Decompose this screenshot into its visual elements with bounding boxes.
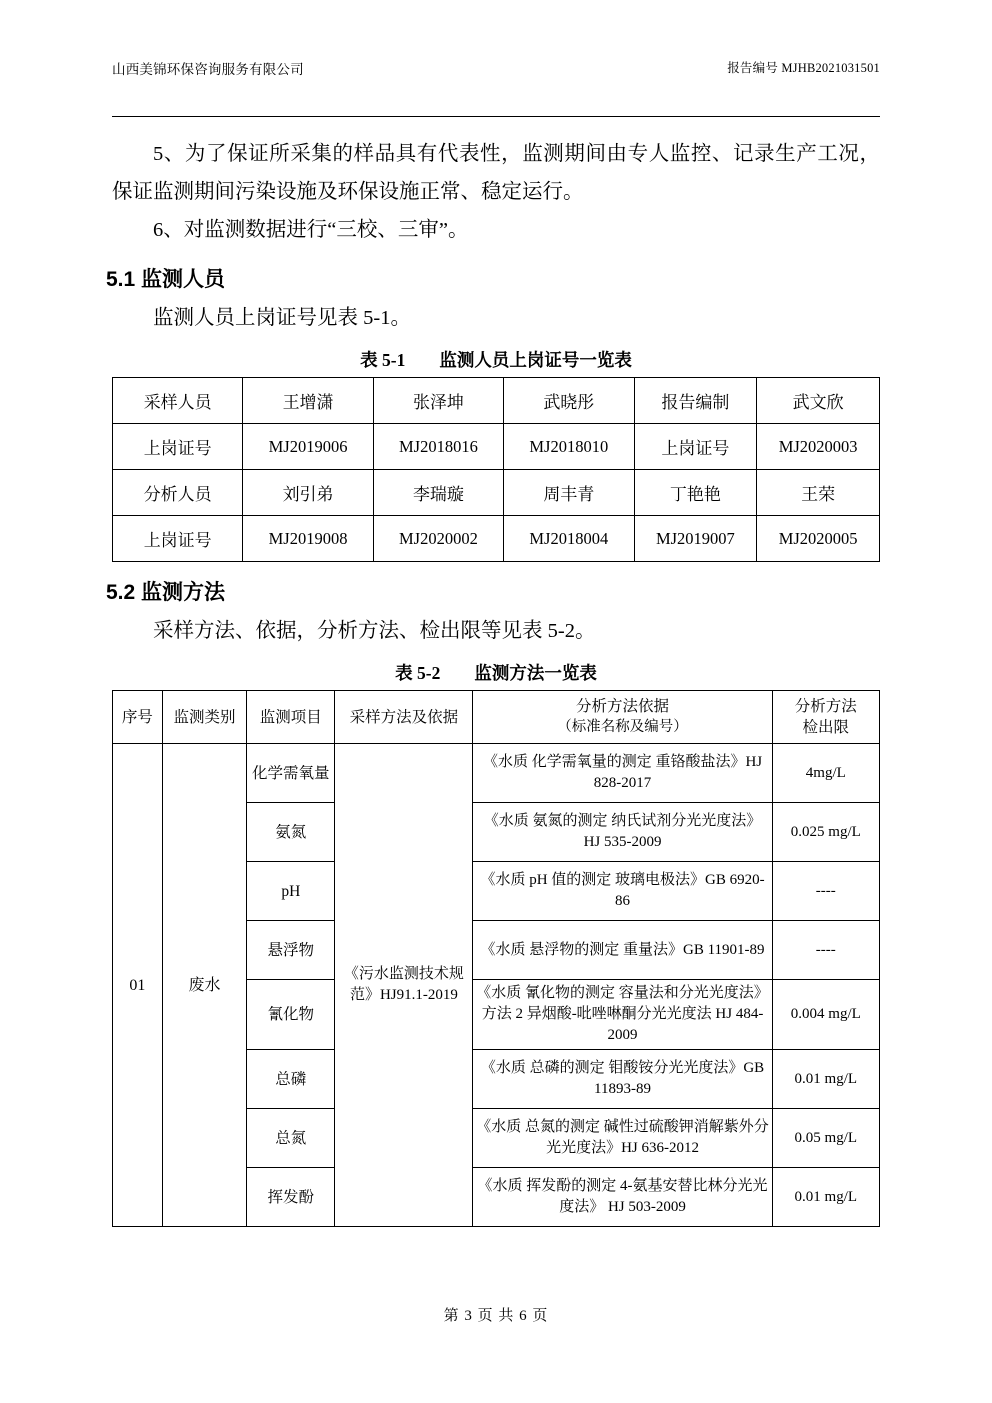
cell-r3c5: MJ2020005: [757, 516, 880, 562]
table-5-1-caption-label: 表 5-1: [360, 350, 406, 370]
paragraph-5: 5、为了保证所采集的样品具有代表性，监测期间由专人监控、记录生产工况，保证监测期间污染设施及环保设施正常、稳定运行。: [112, 143, 880, 203]
header-divider: [112, 116, 880, 117]
paragraph-5-2: 采样方法、依据，分析方法、检出限等见表 5-2。: [153, 620, 596, 642]
page-footer: 第 3 页 共 6 页: [443, 1308, 549, 1324]
cell-limit-1: 0.025 mg/L: [772, 803, 879, 862]
cell-item-7: 挥发酚: [247, 1168, 335, 1227]
header-limit-line1: 分析方法: [794, 698, 857, 715]
header-analysis: [473, 691, 772, 744]
cell-item-4: 氰化物: [247, 980, 335, 1050]
table-personnel-certificates: [112, 377, 880, 562]
paragraph-6: 6、对监测数据进行“三校、三审”。: [153, 219, 469, 241]
cell-limit-4: 0.004 mg/L: [772, 980, 879, 1050]
cell-r1c5: MJ2020003: [757, 424, 880, 470]
header-limit-line2: 检出限: [802, 719, 850, 736]
cell-analysis-0: 《水质 化学需氧量的测定 重铬酸盐法》HJ 828-2017: [473, 744, 772, 803]
cell-r1c2: MJ2018016: [373, 424, 503, 470]
cell-analysis-1: 《水质 氨氮的测定 纳氏试剂分光光度法》 HJ 535-2009: [473, 803, 772, 862]
cell-item-5: 总磷: [247, 1050, 335, 1109]
table-5-1-caption: [112, 347, 880, 372]
cell-r0c2: 张泽坤: [373, 378, 503, 424]
cell-r2c2: 李瑞璇: [373, 470, 503, 516]
cell-r3c3: MJ2018004: [504, 516, 634, 562]
cell-item-2: pH: [247, 862, 335, 921]
table-row: [113, 424, 880, 470]
cell-limit-0: 4mg/L: [772, 744, 879, 803]
cell-r3c0: 上岗证号: [113, 516, 243, 562]
table-5-2-caption-label: 表 5-2: [395, 663, 441, 683]
cell-r3c4: MJ2019007: [634, 516, 757, 562]
cell-analysis-5: 《水质 总磷的测定 钼酸铵分光光度法》GB 11893-89: [473, 1050, 772, 1109]
table-monitoring-methods: [112, 690, 880, 1227]
cell-analysis-4: 《水质 氰化物的测定 容量法和分光光度法》方法 2 异烟酸-吡唑啉酮分光光度法 HJ 484-2009: [473, 980, 772, 1050]
cell-r0c5: 武文欣: [757, 378, 880, 424]
cell-r0c4: 报告编制: [634, 378, 757, 424]
header-no: 序号: [113, 691, 163, 744]
cell-r3c2: MJ2020002: [373, 516, 503, 562]
cell-analysis-6: 《水质 总氮的测定 碱性过硫酸钾消解紫外分光光度法》HJ 636-2012: [473, 1109, 772, 1168]
cell-item-1: 氨氮: [247, 803, 335, 862]
page-header: [112, 0, 880, 110]
cell-sampling: 《污水监测技术规范》HJ91.1-2019: [335, 744, 473, 1227]
cell-limit-6: 0.05 mg/L: [772, 1109, 879, 1168]
header-analysis-line1: 分析方法依据: [576, 698, 670, 715]
cell-r0c3: 武晓彤: [504, 378, 634, 424]
header-analysis-line2: （标准名称及编号）: [557, 719, 688, 735]
cell-r1c3: MJ2018010: [504, 424, 634, 470]
header-category: 监测类别: [162, 691, 246, 744]
cell-r0c1: 王增潇: [243, 378, 373, 424]
table-row: [113, 470, 880, 516]
cell-item-0: 化学需氧量: [247, 744, 335, 803]
header-report-number: 报告编号 MJHB2021031501: [727, 61, 880, 75]
cell-r2c4: 丁艳艳: [634, 470, 757, 516]
cell-limit-7: 0.01 mg/L: [772, 1168, 879, 1227]
header-sampling: 采样方法及依据: [335, 691, 473, 744]
cell-limit-2: ----: [772, 862, 879, 921]
section-heading-5-2: 5.2 监测方法: [106, 581, 226, 604]
cell-category: 废水: [162, 744, 246, 1227]
cell-item-6: 总氮: [247, 1109, 335, 1168]
header-company: 山西美锦环保咨询服务有限公司: [112, 62, 304, 77]
cell-item-3: 悬浮物: [247, 921, 335, 980]
paragraph-5-1: 监测人员上岗证号见表 5-1。: [153, 307, 411, 329]
cell-r1c4: 上岗证号: [634, 424, 757, 470]
cell-r2c5: 王荣: [757, 470, 880, 516]
header-item: 监测项目: [247, 691, 335, 744]
cell-analysis-2: 《水质 pH 值的测定 玻璃电极法》GB 6920-86: [473, 862, 772, 921]
cell-r3c1: MJ2019008: [243, 516, 373, 562]
table-5-2-caption-title: 监测方法一览表: [474, 663, 597, 683]
table-5-1-caption-title: 监测人员上岗证号一览表: [439, 350, 632, 370]
table-header-row: [113, 691, 880, 744]
table-row: [113, 378, 880, 424]
cell-r1c1: MJ2019006: [243, 424, 373, 470]
cell-r2c3: 周丰青: [504, 470, 634, 516]
table-5-2-caption: [112, 660, 880, 685]
cell-limit-5: 0.01 mg/L: [772, 1050, 879, 1109]
table-row: [113, 744, 880, 803]
cell-r2c1: 刘引弟: [243, 470, 373, 516]
cell-r1c0: 上岗证号: [113, 424, 243, 470]
cell-no: 01: [113, 744, 163, 1227]
header-limit: [772, 691, 879, 744]
cell-analysis-3: 《水质 悬浮物的测定 重量法》GB 11901-89: [473, 921, 772, 980]
table-row: [113, 516, 880, 562]
section-heading-5-1: 5.1 监测人员: [106, 268, 226, 291]
cell-analysis-7: 《水质 挥发酚的测定 4-氨基安替比林分光光度法》 HJ 503-2009: [473, 1168, 772, 1227]
cell-r2c0: 分析人员: [113, 470, 243, 516]
cell-limit-3: ----: [772, 921, 879, 980]
cell-r0c0: 采样人员: [113, 378, 243, 424]
